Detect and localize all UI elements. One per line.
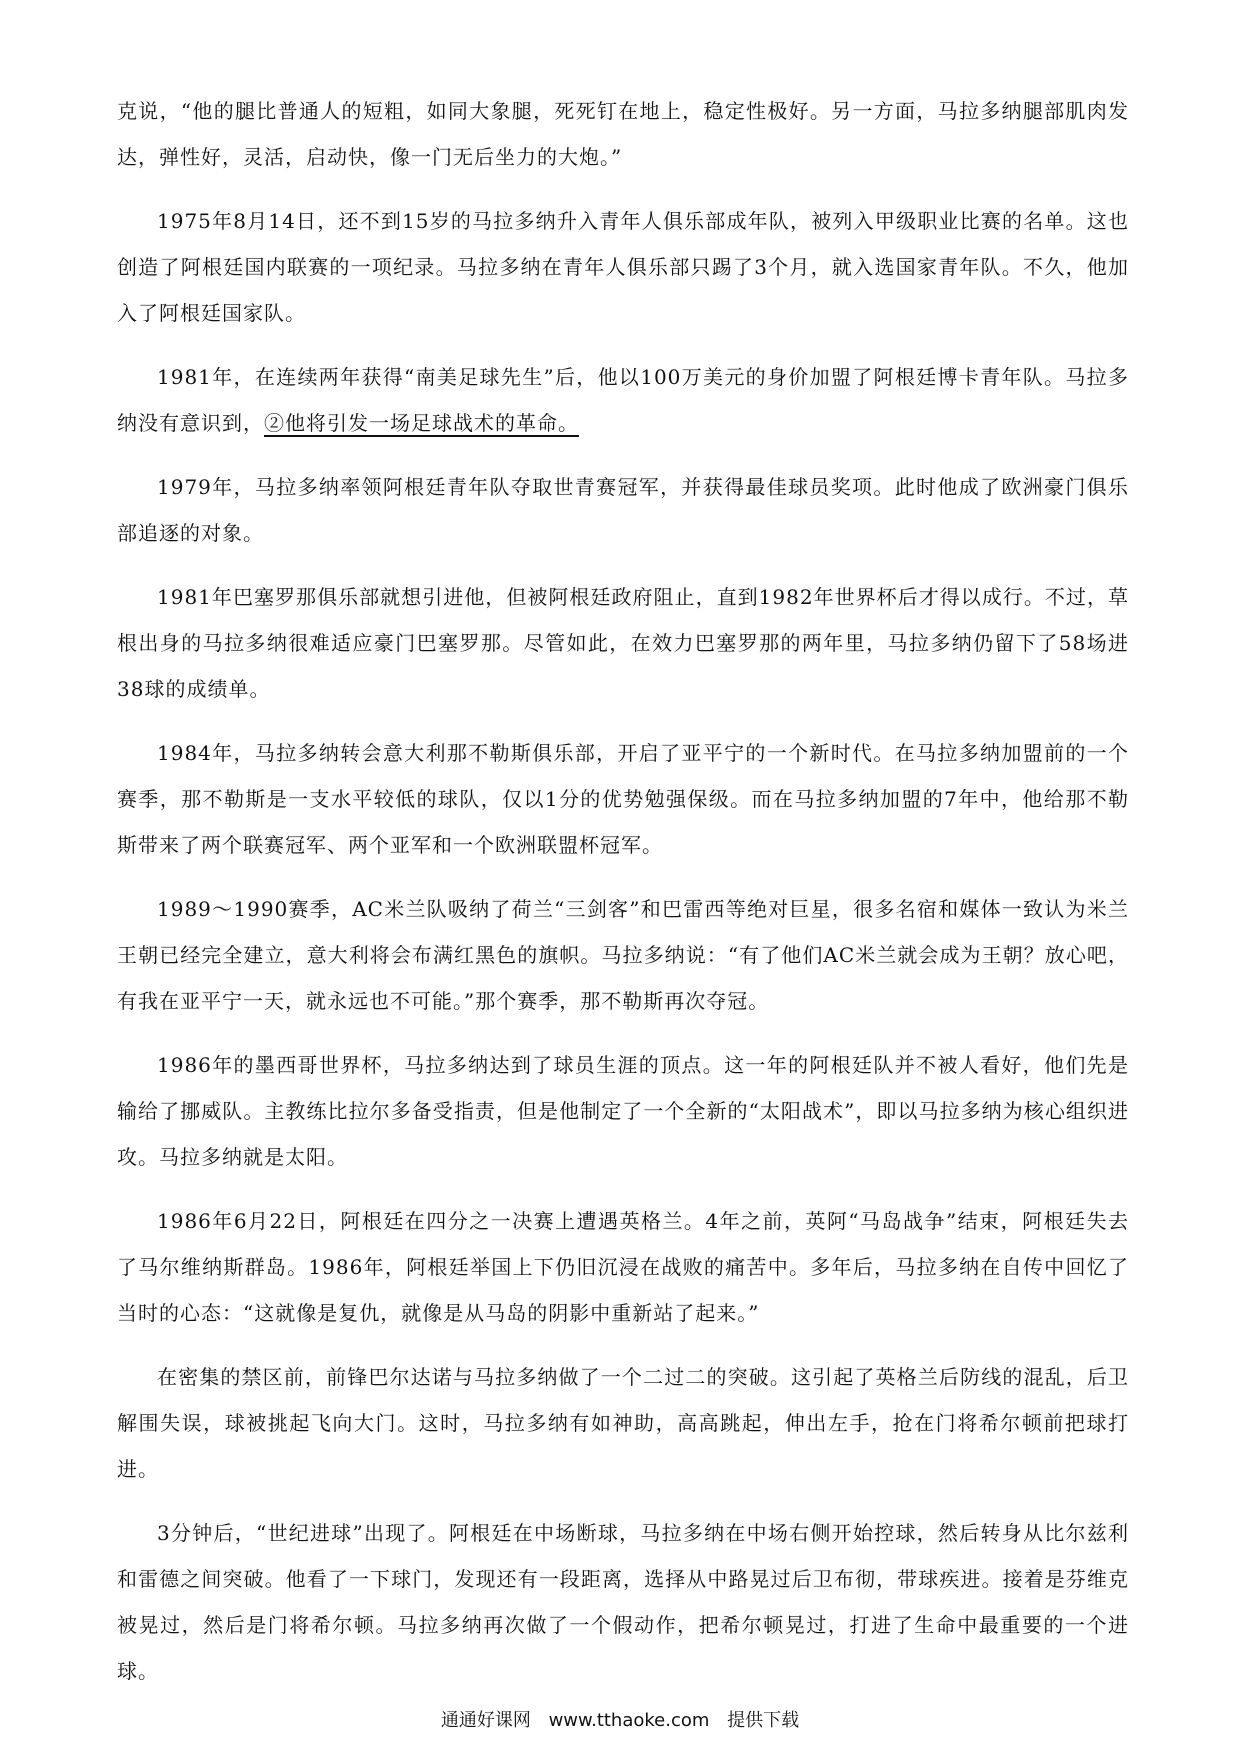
paragraph-9: 1986年6月22日，阿根廷在四分之一决赛上遭遇英格兰。4年之前，英阿“马岛战争”结束，阿根廷失去了马尔维纳斯群岛。1986年，阿根廷举国上下仍旧沉浸在战败的痛苦中。多年后，马拉多纳在自传中回忆了当时的心态：“这就像是复仇，就像是从马岛的阴影中重新站了起来。” [117,1209,1129,1325]
page-footer [0,1706,1240,1732]
paragraph-2: 1975年8月14日，还不到15岁的马拉多纳升入青年人俱乐部成年队，被列入甲级职业比赛的名单。这也创造了阿根廷国内联赛的一项纪录。马拉多纳在青年人俱乐部只踢了3个月，就入选国家青年队。不久，他加入了阿根廷国家队。 [117,209,1129,325]
paragraph-10: 在密集的禁区前，前锋巴尔达诺与马拉多纳做了一个二过二的突破。这引起了英格兰后防线的混乱，后卫解围失误，球被挑起飞向大门。这时，马拉多纳有如神助，高高跳起，伸出左手，抢在门将希尔顿前把球打进。 [117,1365,1129,1481]
paragraph-4: 1979年，马拉多纳率领阿根廷青年队夺取世青赛冠军，并获得最佳球员奖项。此时他成了欧洲豪门俱乐部追逐的对象。 [117,475,1129,545]
paragraph-1: 克说，“他的腿比普通人的短粗，如同大象腿，死死钉在地上，稳定性极好。另一方面，马拉多纳腿部肌肉发达，弹性好，灵活，启动快，像一门无后坐力的大炮。” [117,99,1129,169]
paragraph-7: 1989～1990赛季，AC米兰队吸纳了荷兰“三剑客”和巴雷西等绝对巨星，很多名宿和媒体一致认为米兰王朝已经完全建立，意大利将会布满红黑色的旗帜。马拉多纳说：“有了他们AC米兰就会成为王朝？放心吧，有我在亚平宁一天，就永远也不可能。”那个赛季，那不勒斯再次夺冠。 [117,897,1129,1013]
paragraph-11: 3分钟后，“世纪进球”出现了。阿根廷在中场断球，马拉多纳在中场右侧开始控球，然后转身从比尔兹利和雷德之间突破。他看了一下球门，发现还有一段距离，选择从中路晃过后卫布彻，带球疾进。接着是芬维克被晃过，然后是门将希尔顿。马拉多纳再次做了一个假动作，把希尔顿晃过，打进了生命中最重要的一个进球。 [117,1521,1129,1683]
paragraph-3 [117,354,1129,446]
paragraph-3-text: 1981年，在连续两年获得“南美足球先生”后，他以100万美元的身价加盟了阿根廷博卡青年队。马拉多纳没有意识到， [117,365,1129,435]
footer-suffix: 提供下载 [727,1710,800,1731]
paragraph-6: 1984年，马拉多纳转会意大利那不勒斯俱乐部，开启了亚平宁的一个新时代。在马拉多纳加盟前的一个赛季，那不勒斯是一支水平较低的球队，仅以1分的优势勉强保级。而在马拉多纳加盟的7年中，他给那不勒斯带来了两个联赛冠军、两个亚军和一个欧洲联盟杯冠军。 [117,741,1129,857]
article-body [117,88,1129,1712]
underlined-sentence-2: ②他将引发一场足球战术的革命。 [264,411,579,435]
paragraph-8: 1986年的墨西哥世界杯，马拉多纳达到了球员生涯的顶点。这一年的阿根廷队并不被人看好，他们先是输给了挪威队。主教练比拉尔多备受指责，但是他制定了一个全新的“太阳战术”，即以马拉多纳为核心组织进攻。马拉多纳就是太阳。 [117,1053,1129,1169]
paragraph-5: 1981年巴塞罗那俱乐部就想引进他，但被阿根廷政府阻止，直到1982年世界杯后才得以成行。不过，草根出身的马拉多纳很难适应豪门巴塞罗那。尽管如此，在效力巴塞罗那的两年里，马拉多纳仍留下了58场进38球的成绩单。 [117,585,1129,701]
footer-url[interactable]: www.tthaoke.com [548,1710,710,1731]
footer-site-name: 通通好课网 [440,1710,531,1731]
